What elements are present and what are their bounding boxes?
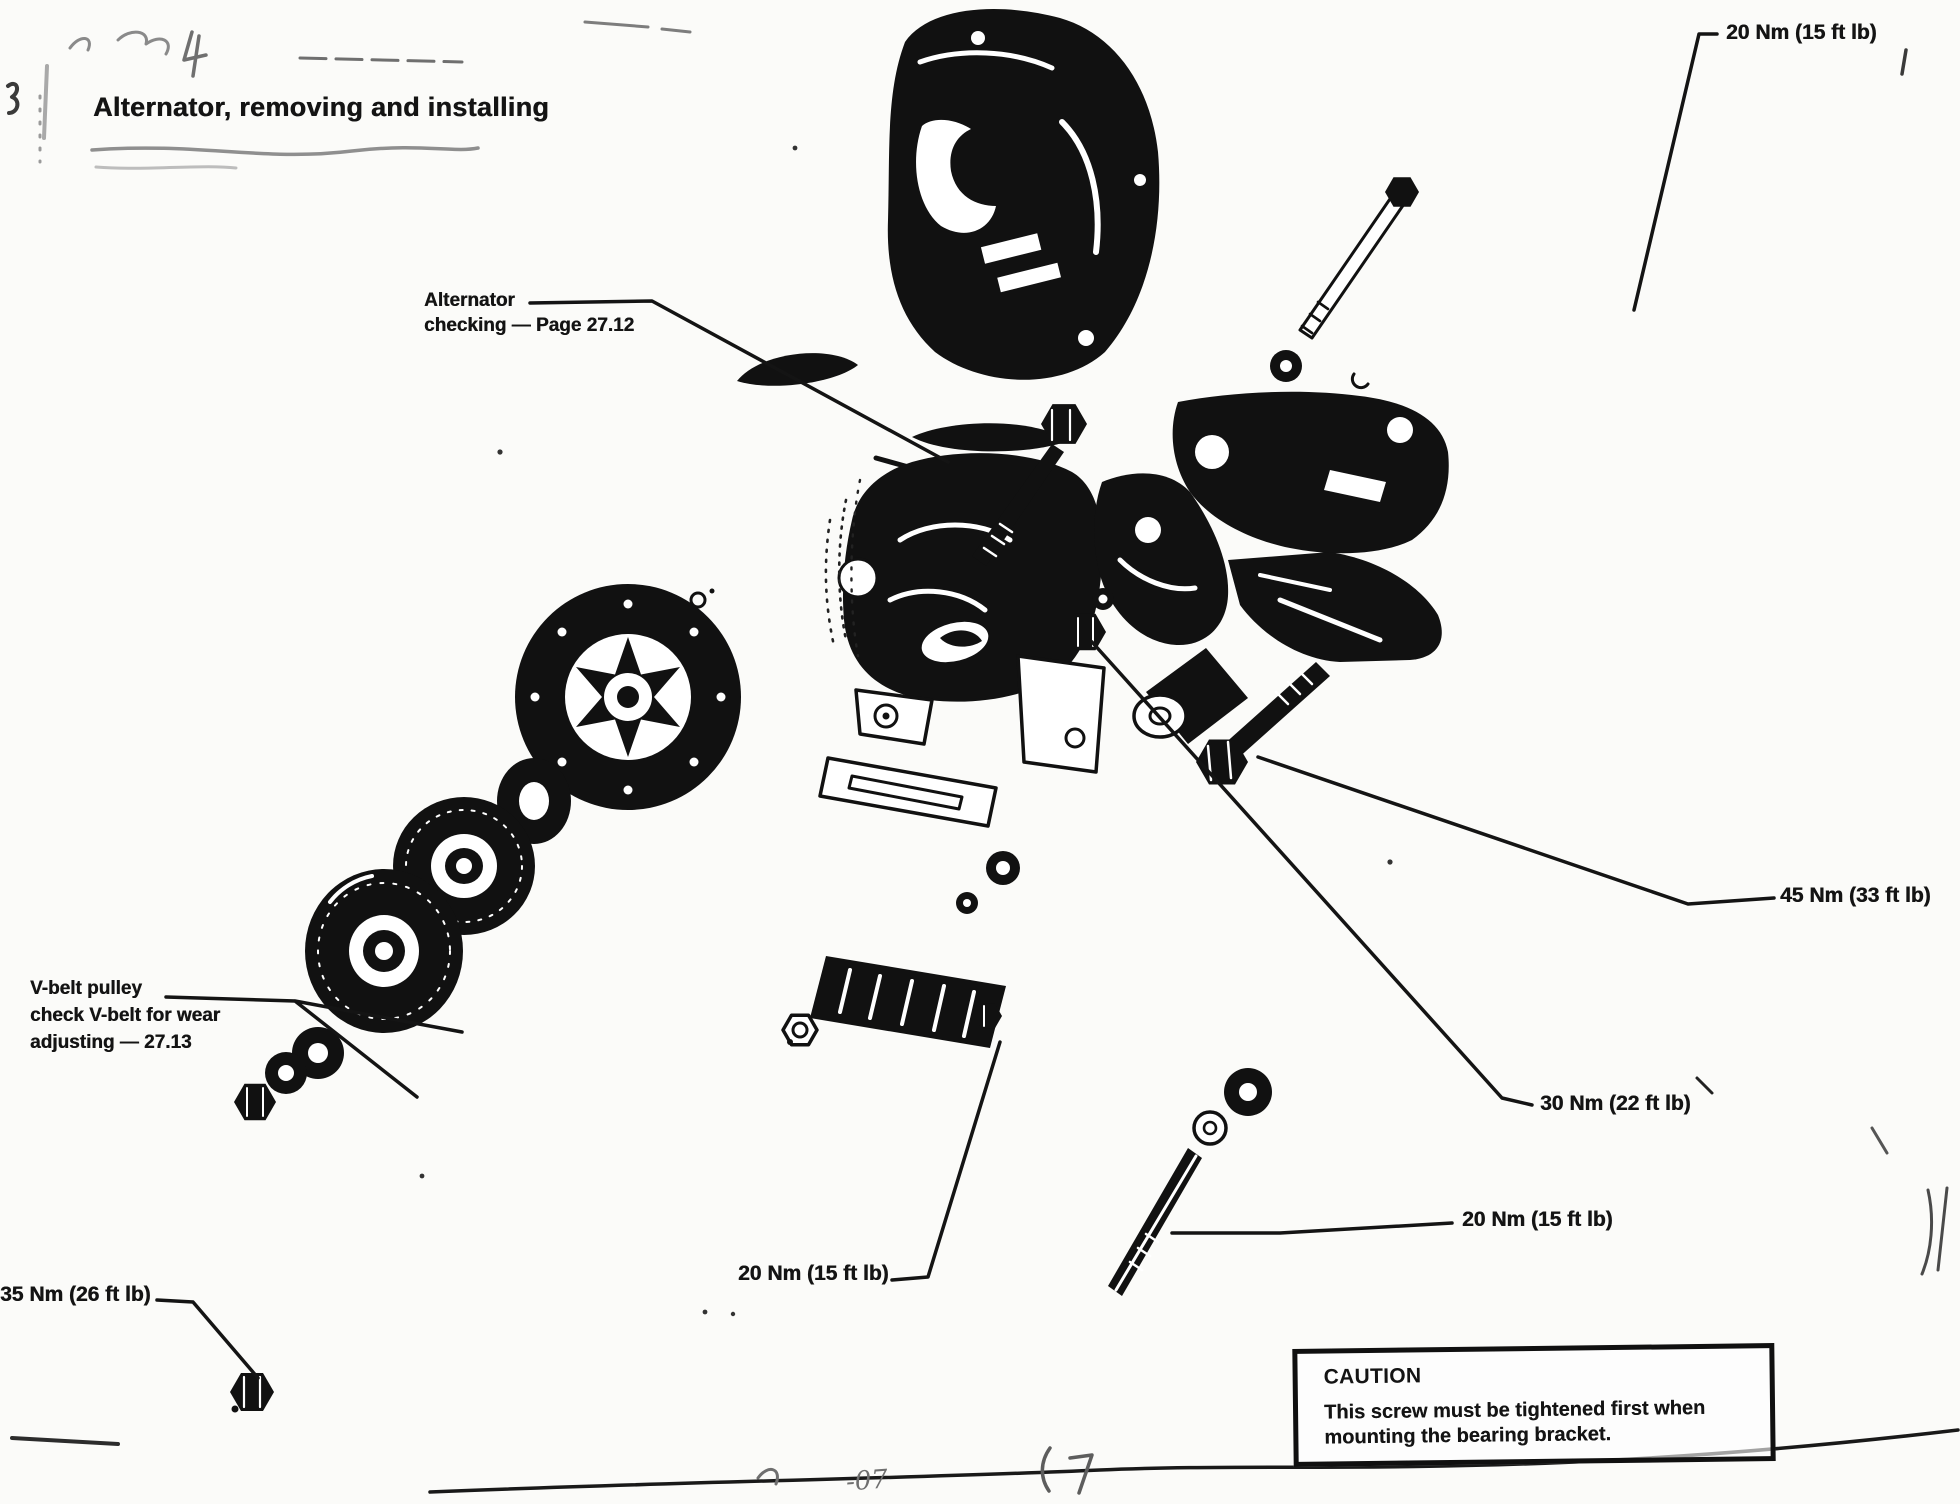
leader-20nm-bottom: [892, 1042, 1000, 1280]
callout-20nm-top: 20 Nm (15 ft lb): [1726, 21, 1877, 44]
adjuster-hardware-part: [783, 656, 1272, 1296]
caution-title: CAUTION: [1323, 1364, 1422, 1389]
caution-body-line1: This screw must be tightened first when: [1323, 1396, 1706, 1424]
caution-body-line2: mounting the bearing bracket.: [1324, 1423, 1612, 1449]
handwritten-note: -07: [845, 1464, 889, 1498]
callout-20nm-bottom: 20 Nm (15 ft lb): [738, 1262, 889, 1285]
bearing-bracket-part: [1064, 392, 1449, 744]
label-v-belt-line3: adjusting — 27.13: [30, 1032, 192, 1053]
leader-35nm: [157, 1300, 258, 1378]
page-title: Alternator, removing and installing: [93, 92, 550, 122]
label-alternator-checking: [424, 288, 634, 338]
callout-45nm: 45 Nm (33 ft lb): [1780, 884, 1931, 907]
label-v-belt-pulley: [30, 975, 220, 1056]
leader-45nm: [1258, 757, 1774, 904]
label-v-belt-line1: V-belt pulley: [30, 978, 142, 999]
callout-20nm-right: 20 Nm (15 ft lb): [1462, 1208, 1613, 1231]
caution-box: [1292, 1343, 1775, 1467]
callout-30nm: 30 Nm (22 ft lb): [1540, 1092, 1691, 1115]
callout-35nm: 35 Nm (26 ft lb): [0, 1283, 151, 1306]
label-alternator-checking-line1: Alternator: [424, 290, 515, 311]
leader-20nm-right: [1172, 1223, 1452, 1233]
caution-body: [1324, 1395, 1771, 1450]
leader-20nm-top: [1634, 34, 1717, 310]
label-v-belt-line2: check V-belt for wear: [30, 1005, 221, 1026]
label-alternator-checking-line2: checking — Page 27.12: [424, 315, 635, 336]
timing-cover-part: [888, 9, 1160, 380]
